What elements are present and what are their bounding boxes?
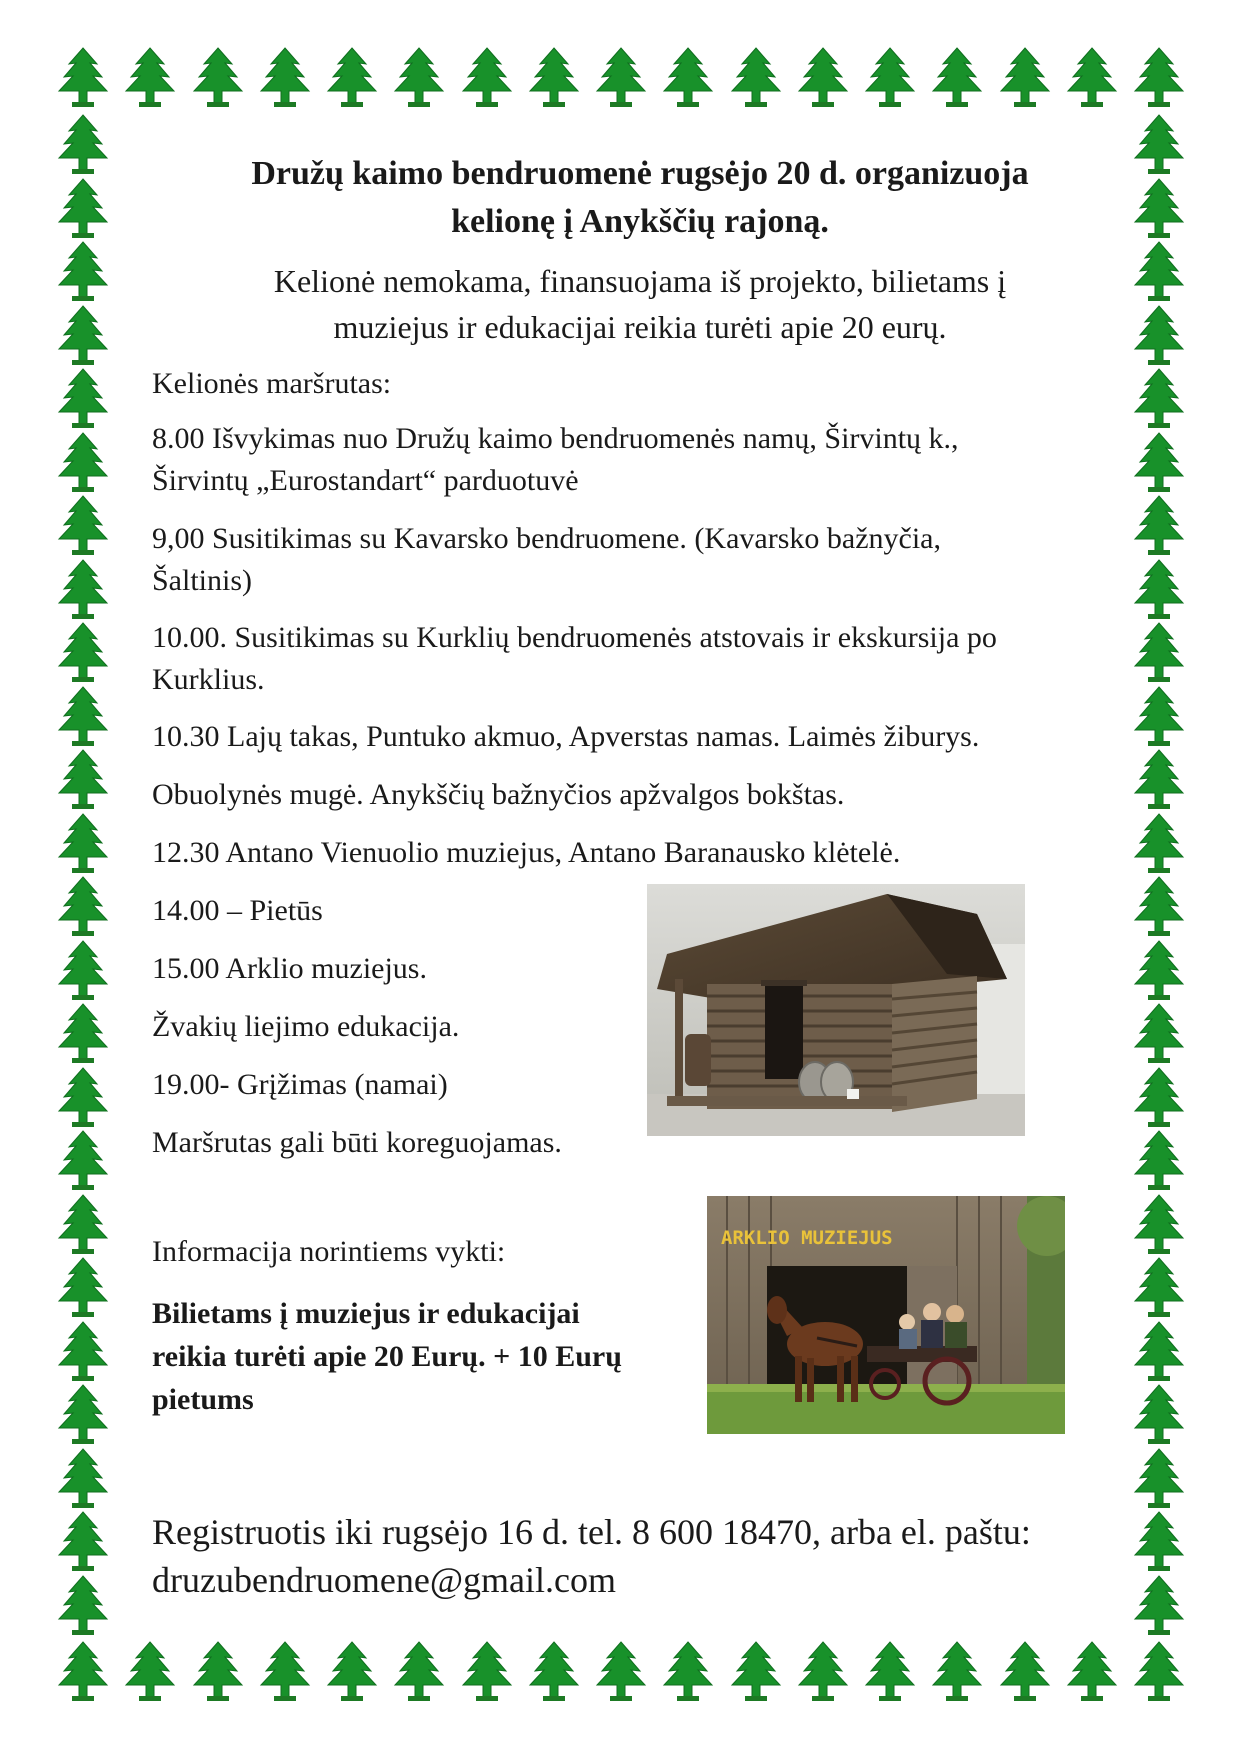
registration-email: druzubendruomene@gmail.com <box>152 1560 617 1600</box>
page-title <box>160 150 1120 246</box>
route-item: 15.00 Arklio muziejus. <box>152 952 427 985</box>
info-heading: Informacija norintiems vykti: <box>152 1235 506 1268</box>
info-bold-line: Bilietams į muziejus ir edukacijai <box>152 1297 580 1330</box>
route-item: 14.00 – Pietūs <box>152 894 323 927</box>
intro-text <box>160 258 1120 350</box>
registration-info <box>152 1508 1031 1604</box>
route-item: Kurklius. <box>152 663 265 696</box>
info-bold-line: pietums <box>152 1383 254 1416</box>
granary-illustration <box>647 884 1025 1136</box>
title-line-1: Družų kaimo bendruomenė rugsėjo 20 d. organizuoja <box>251 155 1029 192</box>
route-item: 10.00. Susitikimas su Kurklių bendruomenės atstovais ir ekskursija po <box>152 621 997 654</box>
title-line-2: kelionę į Anykščių rajoną. <box>451 203 829 240</box>
horse-museum-illustration <box>707 1196 1065 1434</box>
route-item: Šaltinis) <box>152 564 253 597</box>
route-item: Žvakių liejimo edukacija. <box>152 1010 460 1043</box>
intro-line-1: Kelionė nemokama, finansuojama iš projekto, bilietams į <box>273 263 1007 299</box>
museum-sign-text: ARKLIO MUZIEJUS <box>721 1227 893 1249</box>
route-item: 8.00 Išvykimas nuo Družų kaimo bendruomenės namų, Širvintų k., <box>152 422 959 455</box>
registration-line: Registruotis iki rugsėjo 16 d. tel. 8 600 18470, arba el. paštu: <box>152 1512 1031 1552</box>
info-bold-line: reikia turėti apie 20 Eurų. + 10 Eurų <box>152 1340 622 1373</box>
route-heading: Kelionės maršrutas: <box>152 367 392 400</box>
route-item: 12.30 Antano Vienuolio muziejus, Antano Baranausko klėtelė. <box>152 836 901 869</box>
granary-photo <box>647 884 1025 1136</box>
route-item: Obuolynės mugė. Anykščių bažnyčios apžvalgos bokštas. <box>152 778 845 811</box>
horse-museum-photo <box>707 1196 1065 1434</box>
route-item: 10.30 Lajų takas, Puntuko akmuo, Apverstas namas. Laimės žiburys. <box>152 720 980 753</box>
intro-line-2: muziejus ir edukacijai reikia turėti apie 20 eurų. <box>333 309 947 345</box>
route-item: 19.00- Grįžimas (namai) <box>152 1068 448 1101</box>
route-item: 9,00 Susitikimas su Kavarsko bendruomene. (Kavarsko bažnyčia, <box>152 522 941 555</box>
route-item: Širvintų „Eurostandart“ parduotuvė <box>152 464 579 497</box>
route-item: Maršrutas gali būti koreguojamas. <box>152 1126 562 1159</box>
